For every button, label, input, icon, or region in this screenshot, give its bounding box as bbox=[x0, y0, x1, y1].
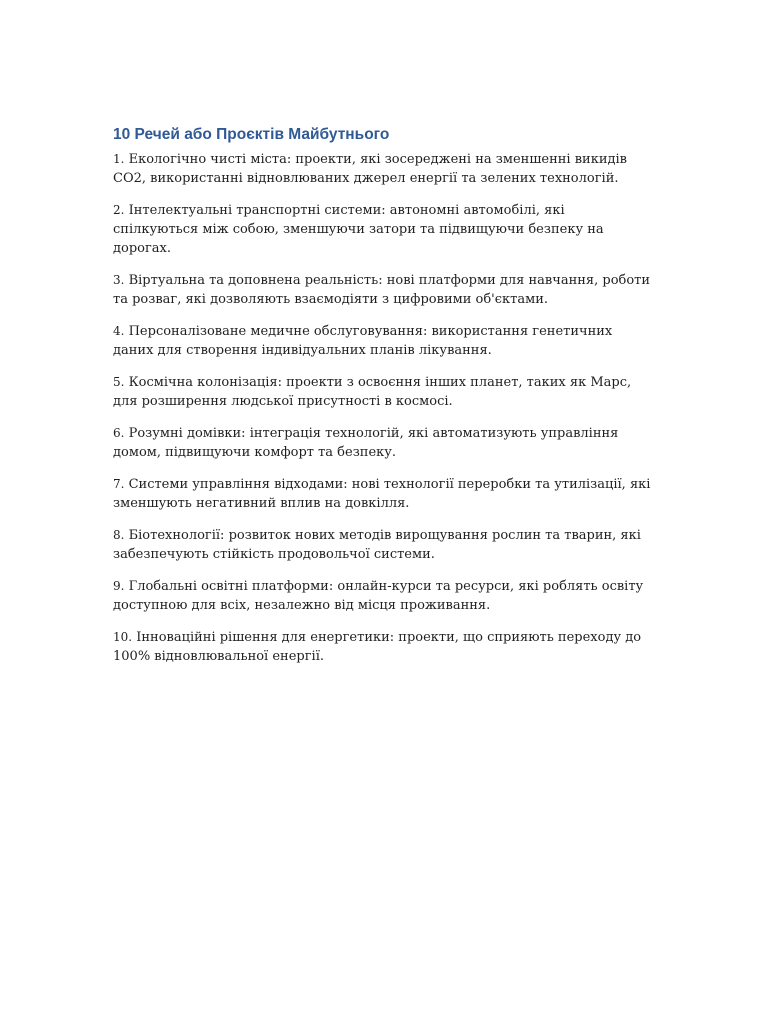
item-number: 1. bbox=[113, 152, 125, 166]
list-item bbox=[113, 628, 653, 666]
list-item bbox=[113, 475, 653, 513]
item-number: 7. bbox=[113, 477, 125, 491]
item-number: 5. bbox=[113, 375, 125, 389]
list-item bbox=[113, 271, 653, 309]
list-item bbox=[113, 322, 653, 360]
item-text: Космічна колонізація: проекти з освоєння інших планет, таких як Марс, для розширення людської присутності в космосі. bbox=[113, 375, 632, 409]
list-item bbox=[113, 201, 653, 258]
item-text: Інтелектуальні транспортні системи: автономні автомобілі, які спілкуються між собою, зменшуючи затори та підвищуючи безпеку на дорогах. bbox=[113, 203, 604, 256]
list-item bbox=[113, 526, 653, 564]
list-item bbox=[113, 577, 653, 615]
item-number: 6. bbox=[113, 426, 125, 440]
item-text: Персоналізоване медичне обслуговування: використання генетичних даних для створення індивідуальних планів лікування. bbox=[113, 324, 613, 358]
document-content bbox=[113, 124, 653, 679]
item-text: Віртуальна та доповнена реальність: нові платформи для навчання, роботи та розваг, які дозволяють взаємодіяти з цифровими об'єктами. bbox=[113, 273, 651, 307]
item-text: Біотехнології: розвиток нових методів вирощування рослин та тварин, які забезпечують стійкість продовольчої системи. bbox=[113, 528, 641, 562]
item-text: Системи управління відходами: нові технології переробки та утилізації, які зменшують негативний вплив на довкілля. bbox=[113, 477, 651, 511]
item-text: Розумні домівки: інтеграція технологій, які автоматизують управління домом, підвищуючи комфорт та безпеку. bbox=[113, 426, 619, 460]
list-item bbox=[113, 150, 653, 188]
list-item bbox=[113, 373, 653, 411]
document-title: 10 Речей або Проєктів Майбутнього bbox=[113, 126, 390, 143]
item-text: Екологічно чисті міста: проекти, які зосереджені на зменшенні викидів CO2, використанні відновлюваних джерел енергії та зелених технологій. bbox=[113, 152, 627, 186]
item-number: 10. bbox=[113, 630, 133, 644]
list-item bbox=[113, 424, 653, 462]
item-number: 8. bbox=[113, 528, 125, 542]
item-number: 3. bbox=[113, 273, 125, 287]
item-text: Глобальні освітні платформи: онлайн-курси та ресурси, які роблять освіту доступною для всіх, незалежно від місця проживання. bbox=[113, 579, 644, 613]
item-text: Інноваційні рішення для енергетики: проекти, що сприяють переходу до 100% відновлювальної енергії. bbox=[113, 630, 642, 664]
item-number: 2. bbox=[113, 203, 125, 217]
item-number: 4. bbox=[113, 324, 125, 338]
item-number: 9. bbox=[113, 579, 125, 593]
